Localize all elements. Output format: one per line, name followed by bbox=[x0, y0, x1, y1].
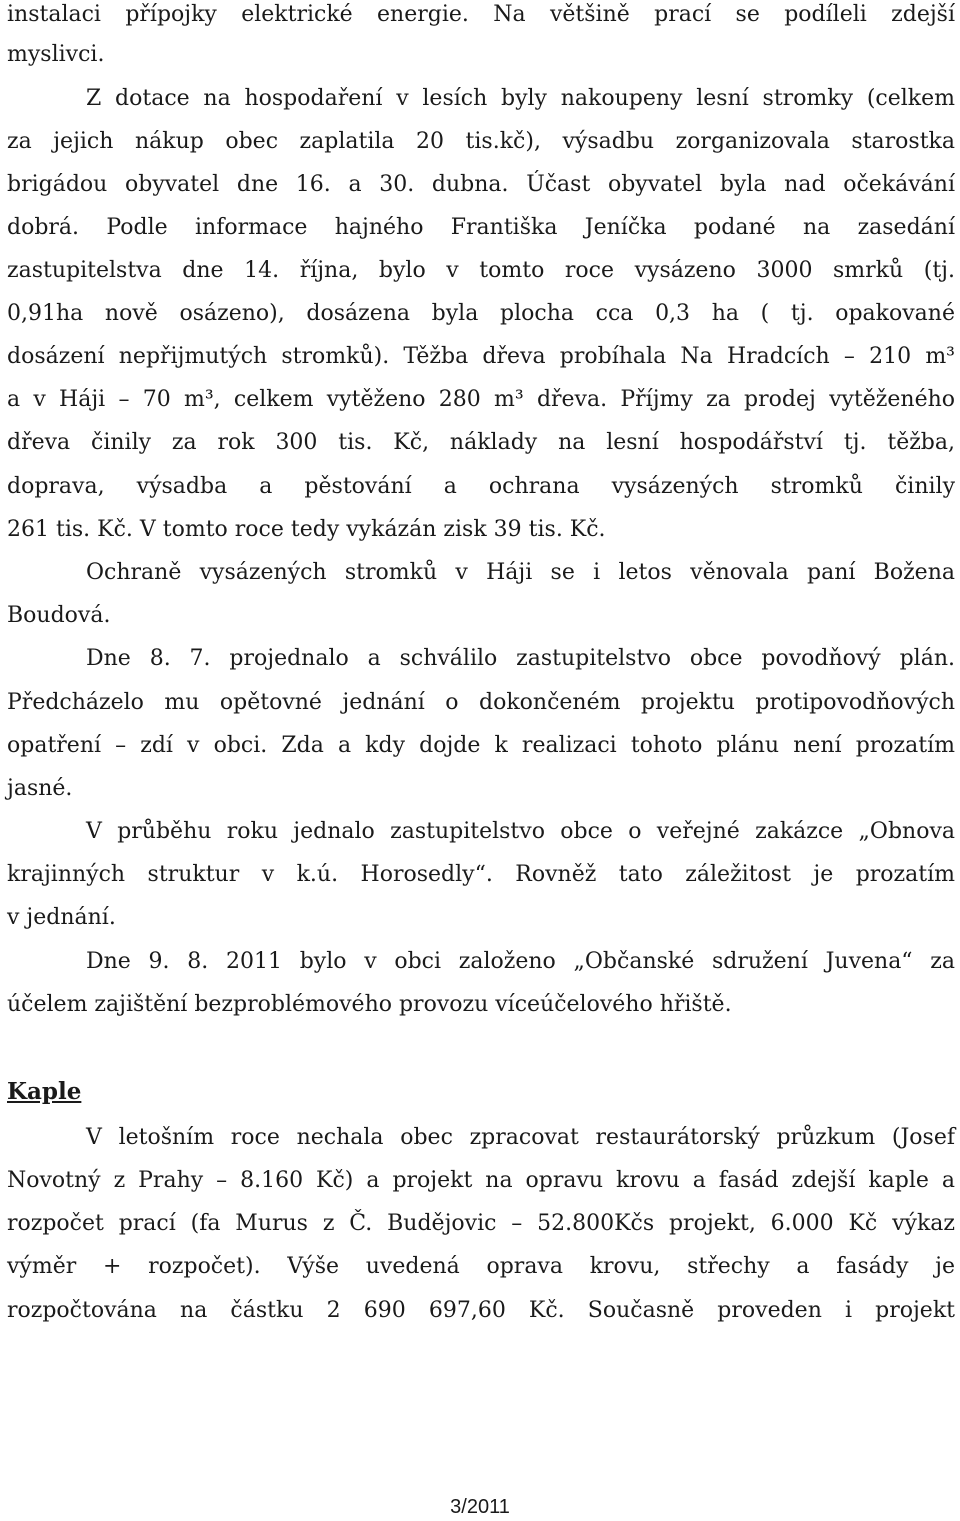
text-line: Ochraně vysázených stromků v Háji se i letos věnovala paní Božena bbox=[86, 560, 955, 585]
text-line: výměr + rozpočet). Výše uvedená oprava krovu, střechy a fasády je bbox=[7, 1254, 955, 1279]
text-line: 261 tis. Kč. V tomto roce tedy vykázán zisk 39 tis. Kč. bbox=[7, 517, 606, 542]
text-line: dřeva činily za rok 300 tis. Kč, náklady na lesní hospodářství tj. těžba, bbox=[7, 430, 955, 455]
text-line: rozpočet prací (fa Murus z Č. Budějovic – 52.800Kčs projekt, 6.000 Kč výkaz bbox=[7, 1211, 955, 1236]
text-line: V průběhu roku jednalo zastupitelstvo obce o veřejné zakázce „Obnova bbox=[86, 819, 955, 844]
section-heading: Kaple bbox=[7, 1078, 82, 1105]
text-line: doprava, výsadba a pěstování a ochrana vysázených stromků činily bbox=[7, 474, 955, 499]
text-line: opatření – zdí v obci. Zda a kdy dojde k realizaci tohoto plánu není prozatím bbox=[7, 733, 955, 758]
text-line: za jejich nákup obec zaplatila 20 tis.kč), výsadbu zorganizovala starostka bbox=[7, 129, 955, 154]
text-line: V letošním roce nechala obec zpracovat restaurátorský průzkum (Josef bbox=[86, 1125, 955, 1150]
text-line: Boudová. bbox=[7, 603, 111, 628]
text-line: 0,91ha nově osázeno), dosázena byla plocha cca 0,3 ha ( tj. opakované bbox=[7, 301, 955, 326]
text-line: Z dotace na hospodaření v lesích byly nakoupeny lesní stromky (celkem bbox=[86, 86, 955, 111]
text-line: myslivci. bbox=[7, 42, 105, 67]
text-line: v jednání. bbox=[7, 905, 116, 930]
text-line: Předcházelo mu opětovné jednání o dokončeném projektu protipovodňových bbox=[7, 690, 955, 715]
text-line: Dne 9. 8. 2011 bylo v obci založeno „Občanské sdružení Juvena“ za bbox=[86, 949, 955, 974]
text-line: dobrá. Podle informace hajného Františka Jeníčka podané na zasedání bbox=[7, 215, 955, 240]
text-line: brigádou obyvatel dne 16. a 30. dubna. Účast obyvatel byla nad očekávání bbox=[7, 172, 955, 197]
text-line: zastupitelstva dne 14. října, bylo v tomto roce vysázeno 3000 smrků (tj. bbox=[7, 258, 955, 283]
text-line: dosázení nepřijmutých stromků). Těžba dřeva probíhala Na Hradcích – 210 m³ bbox=[7, 344, 955, 369]
text-line: účelem zajištění bezproblémového provozu víceúčelového hřiště. bbox=[7, 992, 732, 1017]
text-line: jasné. bbox=[7, 776, 73, 801]
page-number: 3/2011 bbox=[450, 1496, 510, 1518]
text-line: a v Háji – 70 m³, celkem vytěženo 280 m³ dřeva. Příjmy za prodej vytěženého bbox=[7, 387, 955, 412]
text-line: instalaci přípojky elektrické energie. Na většině prací se podíleli zdejší bbox=[7, 2, 955, 27]
text-line: rozpočtována na částku 2 690 697,60 Kč. Současně proveden i projekt bbox=[7, 1298, 955, 1323]
text-line: Dne 8. 7. projednalo a schválilo zastupitelstvo obce povodňový plán. bbox=[86, 646, 955, 671]
text-line: Novotný z Prahy – 8.160 Kč) a projekt na opravu krovu a fasád zdejší kaple a bbox=[7, 1168, 955, 1193]
text-line: krajinných struktur v k.ú. Horosedly“. Rovněž tato záležitost je prozatím bbox=[7, 862, 955, 887]
